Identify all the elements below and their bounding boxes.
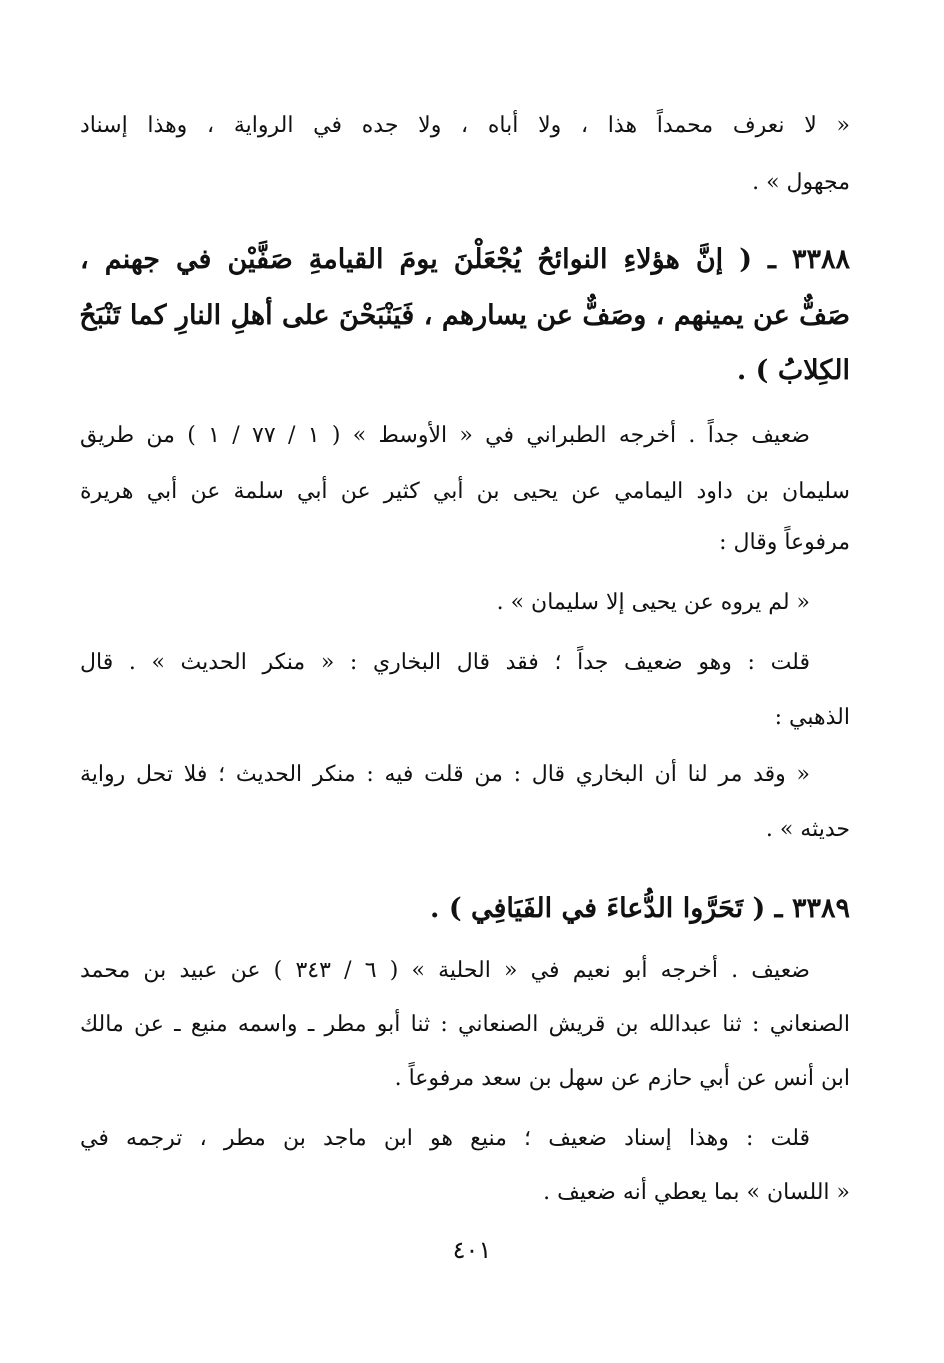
hadith-heading-line: الكِلابُ ) .	[736, 355, 850, 386]
text-line: سليمان بن داود اليمامي عن يحيى بن أبي كثير عن أبي سلمة عن أبي هريرة	[80, 479, 850, 504]
text-line: الذهبي :	[774, 705, 850, 730]
page-number: ٤٠١	[452, 1236, 492, 1264]
text-line: الصنعاني : ثنا عبدالله بن قريش الصنعاني : ثنا أبو مطر ـ واسمه منيع ـ عن مالك	[80, 1012, 850, 1037]
text-line: مرفوعاً وقال :	[719, 530, 850, 555]
text-line: حديثه » .	[765, 817, 850, 842]
text-line: « لم يروه عن يحيى إلا سليمان » .	[496, 590, 810, 615]
text-line: « لا نعرف محمداً هذا ، ولا أباه ، ولا جده في الرواية ، وهذا إسناد	[80, 113, 850, 138]
text-line: ابن أنس عن أبي حازم عن سهل بن سعد مرفوعاً .	[394, 1066, 850, 1091]
text-line: قلت : وهو ضعيف جداً ؛ فقد قال البخاري : « منكر الحديث » . قال	[80, 650, 810, 675]
text-line: « اللسان » بما يعطي أنه ضعيف .	[543, 1180, 850, 1205]
text-line: « وقد مر لنا أن البخاري قال : من قلت فيه : منكر الحديث ؛ فلا تحل رواية	[80, 762, 810, 787]
hadith-heading-line: ٣٣٨٨ ـ ( إنَّ هؤلاءِ النوائحُ يُجْعَلْنَ يومَ القيامةِ صَفَّيْن في جهنم ،	[80, 244, 850, 275]
hadith-heading-line: ٣٣٨٩ ـ ( تَحَرَّوا الدُّعاءَ في الفَيَافِي ) .	[430, 893, 850, 924]
hadith-heading-line: صَفٌّ عن يمينهم ، وصَفٌّ عن يسارهم ، فَيَنْبَحْنَ على أهلِ النارِ كما تَنْبَحُ	[79, 300, 850, 331]
text-line: ضعيف جداً . أخرجه الطبراني في « الأوسط » ( ١ / ٧٧ / ١ ) من طريق	[80, 423, 810, 448]
text-line: مجهول » .	[752, 170, 850, 195]
text-line: قلت : وهذا إسناد ضعيف ؛ منيع هو ابن ماجد بن مطر ، ترجمه في	[80, 1126, 810, 1151]
text-line: ضعيف . أخرجه أبو نعيم في « الحلية » ( ٦ / ٣٤٣ ) عن عبيد بن محمد	[80, 958, 810, 983]
